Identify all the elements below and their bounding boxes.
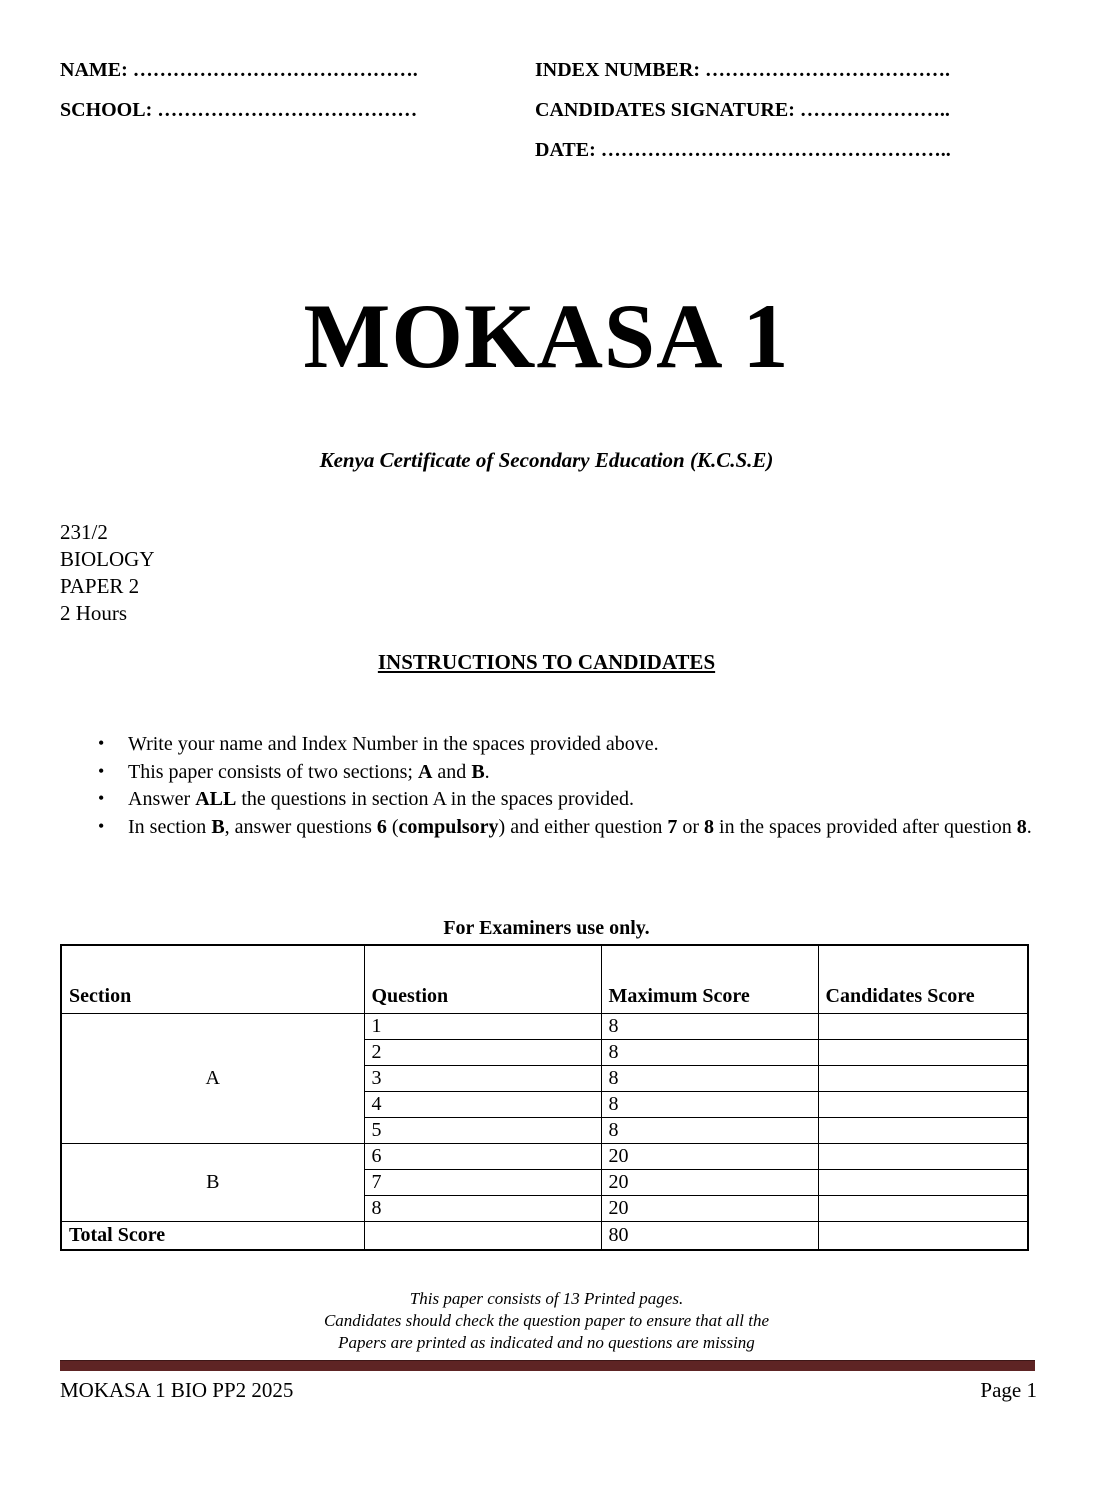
candidates-score-cell bbox=[818, 1118, 1028, 1144]
question-cell: 8 bbox=[364, 1196, 601, 1222]
total-max-score-cell: 80 bbox=[601, 1222, 818, 1251]
question-cell: 6 bbox=[364, 1144, 601, 1170]
paper-details bbox=[60, 519, 155, 627]
signature-label: CANDIDATES SIGNATURE: bbox=[535, 99, 795, 121]
footer-rule bbox=[60, 1360, 1035, 1371]
question-cell: 4 bbox=[364, 1092, 601, 1118]
printed-pages-note bbox=[0, 1288, 1093, 1354]
note-line: This paper consists of 13 Printed pages. bbox=[409, 1289, 684, 1308]
instructions-list bbox=[96, 731, 1045, 841]
signature-dotted-line: ………………….. bbox=[799, 99, 950, 121]
total-score-label: Total Score bbox=[61, 1222, 364, 1251]
exam-subtitle: Kenya Certificate of Secondary Education (K.C.S.E) bbox=[319, 448, 774, 472]
question-cell: 1 bbox=[364, 1014, 601, 1040]
instruction-text: This paper consists of two sections; A and B. bbox=[128, 760, 490, 783]
school-label: SCHOOL: bbox=[60, 99, 153, 121]
max-score-cell: 8 bbox=[601, 1118, 818, 1144]
col-header-question: Question bbox=[364, 945, 601, 1014]
paper-number: PAPER 2 bbox=[60, 574, 140, 598]
candidates-score-cell bbox=[818, 1144, 1028, 1170]
question-cell bbox=[364, 1222, 601, 1251]
candidates-score-cell bbox=[818, 1014, 1028, 1040]
footer-paper-id: MOKASA 1 BIO PP2 2025 bbox=[60, 1378, 294, 1402]
max-score-cell: 20 bbox=[601, 1170, 818, 1196]
examiner-table-header-row bbox=[61, 945, 1028, 1014]
examiner-table-caption: For Examiners use only. bbox=[443, 917, 650, 939]
school-field bbox=[60, 98, 535, 122]
note-line: Papers are printed as indicated and no questions are missing bbox=[338, 1333, 755, 1352]
index-number-field bbox=[535, 58, 1043, 82]
candidates-score-cell bbox=[818, 1040, 1028, 1066]
candidates-score-cell bbox=[818, 1196, 1028, 1222]
bullet-marker: • bbox=[98, 760, 105, 781]
max-score-cell: 8 bbox=[601, 1040, 818, 1066]
question-cell: 2 bbox=[364, 1040, 601, 1066]
section-b-cell: B bbox=[61, 1144, 364, 1222]
paper-duration: 2 Hours bbox=[60, 601, 128, 625]
section-a-cell: A bbox=[61, 1014, 364, 1144]
instructions-heading: INSTRUCTIONS TO CANDIDATES bbox=[377, 650, 716, 674]
table-row bbox=[61, 1144, 1028, 1170]
instruction-bullet bbox=[96, 814, 1045, 842]
question-cell: 3 bbox=[364, 1066, 601, 1092]
index-number-dotted-line: ………………………………. bbox=[705, 59, 950, 81]
name-dotted-line: ……………………………………. bbox=[132, 59, 418, 81]
date-dotted-line: …………………………………………….. bbox=[600, 139, 951, 161]
col-header-candidates-score: Candidates Score bbox=[818, 945, 1028, 1014]
instruction-text: Answer ALL the questions in section A in the spaces provided. bbox=[128, 788, 635, 810]
footer-page-number: Page 1 bbox=[980, 1378, 1037, 1402]
max-score-cell: 8 bbox=[601, 1066, 818, 1092]
candidate-fields-left-column bbox=[60, 58, 535, 162]
instruction-bullet bbox=[96, 759, 1045, 787]
paper-subject: BIOLOGY bbox=[60, 547, 155, 571]
index-number-label: INDEX NUMBER: bbox=[535, 59, 700, 81]
examiner-table bbox=[60, 944, 1029, 1251]
date-field bbox=[535, 138, 1043, 162]
max-score-cell: 20 bbox=[601, 1144, 818, 1170]
bullet-marker: • bbox=[98, 788, 105, 808]
candidates-score-cell bbox=[818, 1170, 1028, 1196]
max-score-cell: 8 bbox=[601, 1014, 818, 1040]
total-score-row bbox=[61, 1222, 1028, 1251]
note-line: Candidates should check the question paper to ensure that all the bbox=[323, 1311, 770, 1330]
page-title: MOKASA 1 bbox=[303, 285, 790, 387]
paper-code: 231/2 bbox=[60, 520, 108, 544]
school-dotted-line: ………………………………… bbox=[157, 99, 418, 121]
bullet-marker: • bbox=[98, 733, 105, 753]
instruction-text: Write your name and Index Number in the spaces provided above. bbox=[128, 733, 659, 755]
candidate-fields-right-column bbox=[535, 58, 1043, 162]
max-score-cell: 20 bbox=[601, 1196, 818, 1222]
candidates-score-cell bbox=[818, 1066, 1028, 1092]
bullet-marker: • bbox=[98, 815, 105, 836]
candidate-fields bbox=[60, 58, 1043, 162]
question-cell: 7 bbox=[364, 1170, 601, 1196]
instruction-bullet bbox=[96, 786, 1045, 814]
candidates-score-cell bbox=[818, 1092, 1028, 1118]
col-header-section: Section bbox=[61, 945, 364, 1014]
table-row bbox=[61, 1014, 1028, 1040]
max-score-cell: 8 bbox=[601, 1092, 818, 1118]
instruction-text: In section B, answer questions 6 (compulsory) and either question 7 or 8 in the spaces provided after question 8. bbox=[128, 815, 1032, 838]
name-label: NAME: bbox=[60, 59, 128, 81]
col-header-maximum-score: Maximum Score bbox=[601, 945, 818, 1014]
date-label: DATE: bbox=[535, 139, 596, 161]
question-cell: 5 bbox=[364, 1118, 601, 1144]
name-field bbox=[60, 58, 535, 82]
page-footer bbox=[60, 1378, 1037, 1403]
signature-field bbox=[535, 98, 1043, 122]
candidates-score-cell bbox=[818, 1222, 1028, 1251]
instruction-bullet bbox=[96, 731, 1045, 759]
